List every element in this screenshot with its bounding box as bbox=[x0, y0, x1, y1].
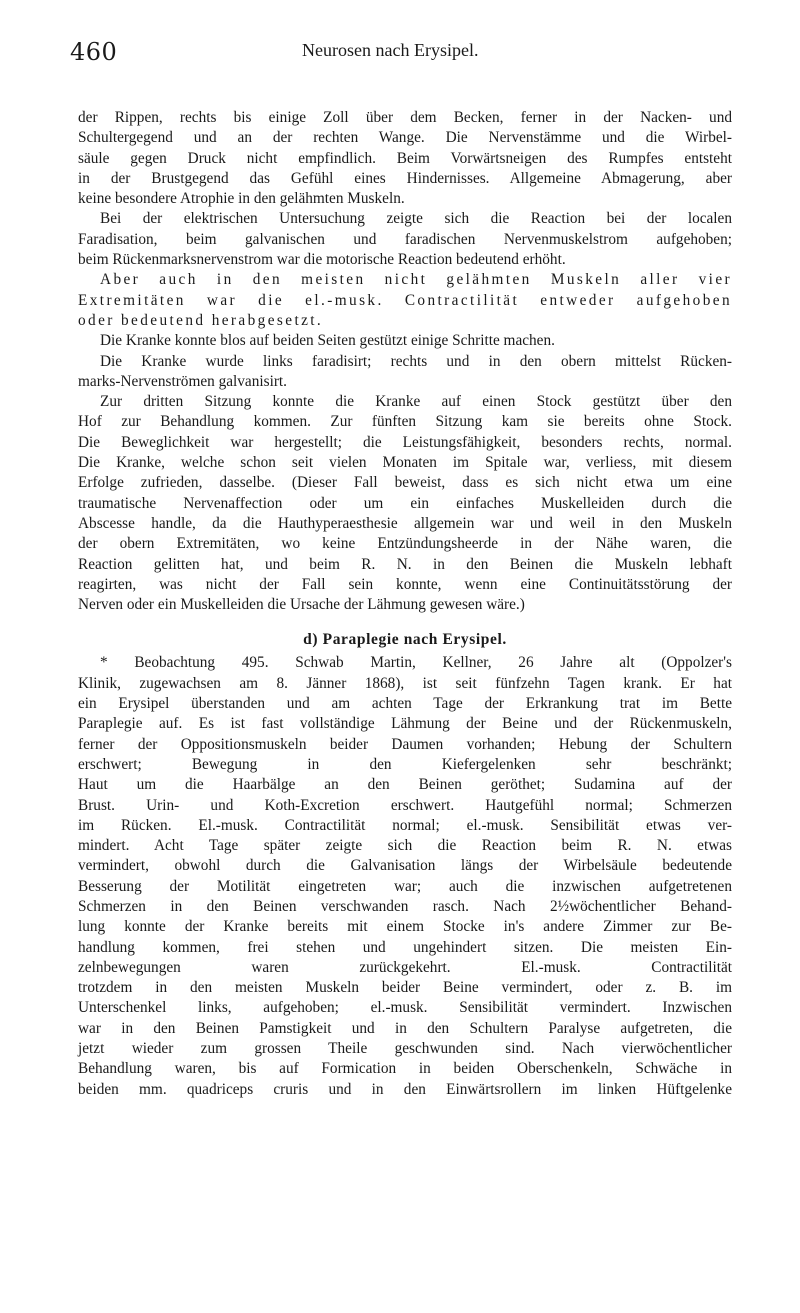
text-line: Besserung der Motilität eingetreten war; auch die inzwischen aufgetretenen bbox=[78, 877, 732, 895]
text-line: Extremitäten war die el.-musk. Contractilität entweder aufgehoben bbox=[78, 291, 732, 309]
text-line: säule gegen Druck nicht empfindlich. Beim Vorwärtsneigen des Rumpfes entsteht bbox=[78, 149, 732, 167]
text-line: Die Kranke wurde links faradisirt; rechts und in den obern mittelst Rücken- bbox=[100, 352, 732, 370]
text-line: Haut um die Haarbälge an den Beinen geröthet; Sudamina auf der bbox=[78, 776, 732, 794]
text-line: Unterschenkel links, aufgehoben; el.-musk. Sensibilität vermindert. Inzwischen bbox=[78, 999, 732, 1017]
text-line: * Beobachtung 495. Schwab Martin, Kellner, 26 Jahre alt (Oppolzer's bbox=[100, 654, 732, 672]
text-line: Schmerzen in den Beinen verschwanden rasch. Nach 2½wöchentlicher Behand- bbox=[78, 897, 732, 915]
text-line: Behandlung waren, bis auf Formication in beiden Oberschenkeln, Schwäche in bbox=[78, 1060, 732, 1078]
text-line: mindert. Acht Tage später zeigte sich die Reaction beim R. N. etwas bbox=[78, 837, 732, 855]
text-line: keine besondere Atrophie in den gelähmten Muskeln. bbox=[78, 190, 405, 208]
text-line: Faradisation, beim galvanischen und faradischen Nervenmuskelstrom aufgehoben; bbox=[78, 230, 732, 248]
text-line: ferner der Oppositionsmuskeln beider Daumen vorhanden; Hebung der Schultern bbox=[78, 735, 732, 753]
text-line: marks-Nervenströmen galvanisirt. bbox=[78, 372, 287, 390]
text-line: ein Erysipel überstanden und am achten Tage der Erkrankung trat im Bette bbox=[78, 695, 732, 713]
text-line: Bei der elektrischen Untersuchung zeigte sich die Reaction bei der localen bbox=[100, 210, 732, 228]
text-line: Die Beweglichkeit war hergestellt; die Leistungsfähigkeit, besonders rechts, normal. bbox=[78, 433, 732, 451]
text-line: Zur dritten Sitzung konnte die Kranke auf einen Stock gestützt über den bbox=[100, 393, 732, 411]
text-line: Schultergegend und an der rechten Wange. Die Nervenstämme und die Wirbel- bbox=[78, 129, 732, 147]
text-line: Erfolge zufrieden, dasselbe. (Dieser Fall beweist, dass es sich nicht etwa um eine bbox=[78, 474, 732, 492]
text-line: Nerven oder ein Muskelleiden die Ursache der Lähmung gewesen wäre.) bbox=[78, 596, 525, 614]
page-header bbox=[70, 38, 730, 78]
text-line: beim Rückenmarksnervenstrom war die motorische Reaction bedeutend erhöht. bbox=[78, 251, 566, 269]
text-line: oder bedeutend herabgesetzt. bbox=[78, 311, 324, 329]
text-line: Hof zur Behandlung kommen. Zur fünften Sitzung kam sie bereits ohne Stock. bbox=[78, 413, 732, 431]
text-line: der Rippen, rechts bis einige Zoll über dem Becken, ferner in der Nacken- und bbox=[78, 109, 732, 126]
section-heading: d) Paraplegie nach Erysipel. bbox=[303, 631, 507, 649]
text-line: erschwert; Bewegung in den Kiefergelenken sehr beschränkt; bbox=[78, 755, 732, 773]
running-head: Neurosen nach Erysipel. bbox=[302, 40, 479, 60]
text-line: beiden mm. quadriceps cruris und in den Einwärtsrollern im linken Hüftgelenke bbox=[78, 1080, 732, 1098]
text-line: im Rücken. El.-musk. Contractilität normal; el.-musk. Sensibilität etwas ver- bbox=[78, 816, 732, 834]
text-line: war in den Beinen Pamstigkeit und in den Schultern Paralyse aufgetreten, die bbox=[78, 1019, 732, 1037]
text-line: Aber auch in den meisten nicht gelähmten Muskeln aller vier bbox=[100, 271, 732, 289]
text-line: zelnbewegungen waren zurückgekehrt. El.-musk. Contractilität bbox=[78, 958, 732, 976]
text-line: jetzt wieder zum grossen Theile geschwunden sind. Nach vierwöchentlicher bbox=[78, 1040, 732, 1058]
page-number: 460 bbox=[70, 38, 118, 66]
text-line: vermindert, obwohl durch die Galvanisation längs der Wirbelsäule bedeutende bbox=[78, 857, 732, 875]
text-line: Brust. Urin- und Koth-Excretion erschwert. Hautgefühl normal; Schmerzen bbox=[78, 796, 732, 814]
text-line: Die Kranke konnte blos auf beiden Seiten gestützt einige Schritte machen. bbox=[100, 332, 555, 350]
text-line: in der Brustgegend das Gefühl eines Hindernisses. Allgemeine Abmagerung, aber bbox=[78, 169, 732, 187]
text-line: Die Kranke, welche schon seit vielen Monaten im Spitale war, verliess, mit diesem bbox=[78, 454, 732, 472]
text-line: trotzdem in den meisten Muskeln beider Beine vermindert, oder z. B. im bbox=[78, 979, 732, 997]
text-line: handlung kommen, frei stehen und ungehindert sitzen. Die meisten Ein- bbox=[78, 938, 732, 956]
text-line: Paraplegie auf. Es ist fast vollständige Lähmung der Beine und der Rückenmuskeln, bbox=[78, 715, 732, 733]
body-text bbox=[78, 108, 732, 1100]
text-line: lung konnte der Kranke bereits mit einem Stocke in's andere Zimmer zur Be- bbox=[78, 918, 732, 936]
text-line: reagirten, was nicht der Fall sein konnte, wenn eine Continuitätsstörung der bbox=[78, 575, 732, 593]
text-line: Abscesse handle, da die Hauthyperaesthesie allgemein war und weil in den Muskeln bbox=[78, 514, 732, 532]
text-line: Klinik, zugewachsen am 8. Jänner 1868), ist seit fünfzehn Tagen krank. Er hat bbox=[78, 674, 732, 692]
text-line: Reaction gelitten hat, und beim R. N. in den Beinen die Muskeln lebhaft bbox=[78, 555, 732, 573]
text-line: der obern Extremitäten, wo keine Entzündungsheerde in der Nähe waren, die bbox=[78, 535, 732, 553]
text-line: traumatische Nervenaffection oder um ein einfaches Muskelleiden durch die bbox=[78, 494, 732, 512]
